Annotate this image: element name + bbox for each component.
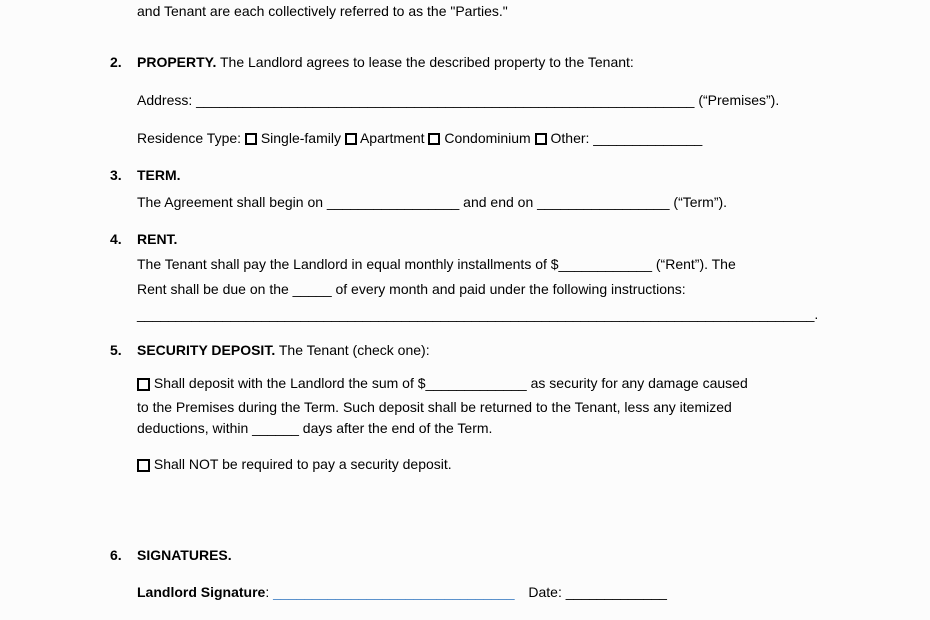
term-prefix-text: The Agreement shall begin on [137,194,324,210]
section-title: SECURITY DEPOSIT. [137,342,276,358]
date-label: Date: [528,584,562,600]
section-number: 6. [110,547,122,563]
term-dates-row [137,194,727,211]
section-title: TERM. [137,167,181,183]
other-checkbox[interactable] [535,133,547,145]
section-property-heading [110,54,634,71]
payment-instructions-input-line[interactable]: _______________________________________________________________________________________. [137,306,819,322]
address-input-line[interactable]: ________________________________________________________________ [196,92,695,108]
other-input-line[interactable]: ______________ [593,130,703,146]
rent-paragraph-line-2: Rent shall be due on the _____ of every month and paid under the following instructions: [137,281,686,297]
address-label: Address: [137,92,193,108]
other-label: Other: [550,130,590,146]
section-number: 2. [110,54,122,70]
parties-clause-text: and Tenant are each collectively referred to as the "Parties." [137,3,508,19]
section-security-deposit-heading [110,342,430,359]
term-middle-text: and end on [463,194,534,210]
single-family-checkbox[interactable] [245,133,257,145]
apartment-checkbox[interactable] [345,133,357,145]
no-security-deposit-checkbox[interactable] [137,459,150,472]
deposit-option-2-text: Shall NOT be required to pay a security deposit. [153,456,452,472]
section-signatures-heading [110,547,232,564]
deposit-option-1-text-1: Shall deposit with the Landlord the sum of $_____________ as security for any damage caused [153,375,748,391]
deposit-option-1-line-3: deductions, within ______ days after the end of the Term. [137,420,493,436]
condominium-label: Condominium [444,130,531,146]
landlord-signature-input-line[interactable]: _______________________________ [273,584,515,600]
section-number: 5. [110,342,122,358]
landlord-signature-colon: : [265,584,270,600]
single-family-label: Single-family [260,130,341,146]
deposit-option-1-line-2: to the Premises during the Term. Such deposit shall be returned to the Tenant, less any itemized [137,399,732,415]
landlord-signature-label: Landlord Signature [137,584,266,600]
section-title: PROPERTY. [137,54,217,70]
residence-type-label: Residence Type: [137,130,242,146]
section-title: SIGNATURES. [137,547,232,563]
deposit-option-2-row [137,456,452,473]
section-title: RENT. [137,231,178,247]
end-date-input-line[interactable]: _________________ [537,194,670,210]
term-suffix-text: (“Term”). [673,194,728,210]
apartment-label: Apartment [359,130,425,146]
premises-suffix-text: (“Premises”). [698,92,780,108]
rent-paragraph-line-1: The Tenant shall pay the Landlord in equal monthly installments of $____________ (“Rent”). The [137,256,736,272]
section-term-heading [110,167,181,184]
address-row [137,92,779,109]
residence-type-row [137,130,702,147]
section-intro-text: The Tenant (check one): [278,342,430,358]
date-input-line[interactable]: _____________ [565,584,667,600]
landlord-signature-row [137,584,667,601]
condominium-checkbox[interactable] [428,133,440,145]
security-deposit-required-checkbox[interactable] [137,378,150,391]
deposit-option-1-line-1 [137,375,748,392]
section-number: 4. [110,231,122,247]
section-intro-text: The Landlord agrees to lease the described property to the Tenant: [220,54,634,70]
section-number: 3. [110,167,122,183]
section-rent-heading [110,231,177,248]
start-date-input-line[interactable]: _________________ [326,194,460,210]
